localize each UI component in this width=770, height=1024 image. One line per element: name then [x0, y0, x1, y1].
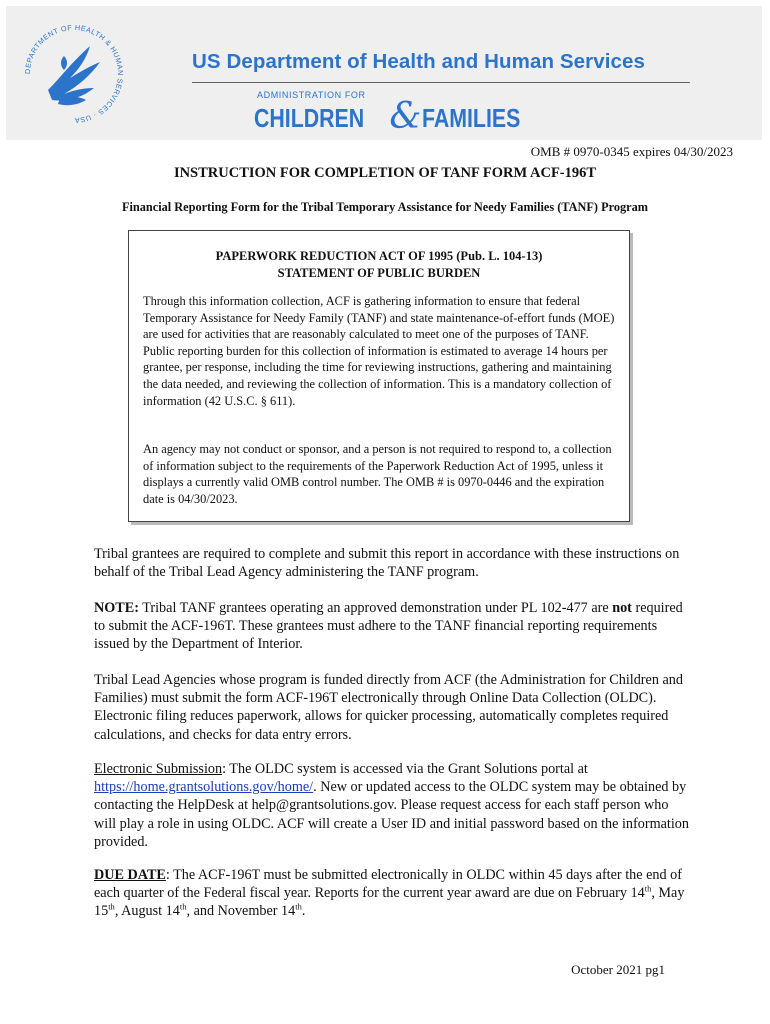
paragraph-electronic-submission [94, 760, 694, 851]
due-date-label: DUE DATE [94, 867, 166, 883]
grantsolutions-link[interactable]: https://home.grantsolutions.gov/home/ [94, 779, 314, 796]
due-date-text-1: : The ACF-196T must be submitted electronically in OLDC within 45 days after the end of each quarter of the Federal fiscal year. Reports for the current year award are due on February 14 [94, 867, 682, 902]
acf-logo-families: FAMILIES [422, 103, 521, 133]
header-divider [192, 82, 690, 83]
omb-number: OMB # 0970-0345 expires 04/30/2023 [530, 144, 733, 159]
hhs-seal-icon [20, 20, 128, 128]
letterhead [6, 6, 762, 140]
document-subtitle: Financial Reporting Form for the Tribal Temporary Assistance for Needy Families (TANF) Program [122, 200, 648, 214]
page-footer: October 2021 pg1 [571, 962, 665, 977]
electronic-submission-label: Electronic Submission [94, 761, 223, 777]
ordinal-suffix: th [108, 901, 115, 912]
burden-paragraph-2: An agency may not conduct or sponsor, and a person is not required to respond to, a collection of information subject to the requirements of the Paperwork Reduction Act of 1995, unless it displays a currently valid OMB control number. The OMB # is 0970-0446 and the expiration date is 04/30/2023. [143, 442, 612, 506]
paragraph-due-date [94, 866, 694, 921]
acf-logo-children: CHILDREN [254, 103, 365, 133]
due-date-text-5: . [301, 903, 306, 920]
acf-logo [254, 98, 542, 139]
electronic-submission-text-1: : The OLDC system is accessed via the Grant Solutions portal at [222, 761, 588, 777]
ordinal-suffix: th [295, 901, 302, 912]
electronic-submission-text-2: . New or updated access to the OLDC system may be obtained by contacting the HelpDesk at help@grantsolutions.gov. Please request access for each staff person who will play a role in using OLDC. ACF will create a User ID and initial password based on the information provided. [94, 779, 689, 850]
paragraph-note [94, 599, 694, 654]
ordinal-suffix: th [644, 883, 652, 894]
burden-paragraph-1: Through this information collection, ACF is gathering information to ensure that federal Temporary Assistance for Needy Family (TANF) and state maintenance-of-effort funds (MOE) are used for activities that are reasonably calculated to meet one of the purposes of TANF. Public reporting burden for this collection of information is estimated to average 14 hours per grantee, per response, including the time for reviewing instructions, gathering and maintaining the data needed, and reviewing the collection of information. This is a mandatory collection of information (42 U.S.C. § 611). [143, 294, 615, 408]
due-date-text-2: , May 15 [94, 885, 685, 920]
document-title: INSTRUCTION FOR COMPLETION OF TANF FORM ACF-196T [173, 165, 597, 181]
burden-heading-act: PAPERWORK REDUCTION ACT OF 1995 (Pub. L. 104-13) [215, 249, 543, 263]
note-label: NOTE: [94, 600, 139, 616]
acf-logo-caption: ADMINISTRATION FOR [257, 90, 366, 100]
ordinal-suffix: th [179, 901, 187, 912]
svg-text:DEPARTMENT OF HEALTH & HUMAN S: DEPARTMENT OF HEALTH & HUMAN SERVICES · USA [22, 22, 126, 126]
acf-logo-ampersand: & [389, 96, 422, 137]
due-date-text-3: , August 14 [114, 903, 180, 920]
burden-heading-statement: STATEMENT OF PUBLIC BURDEN [277, 266, 481, 280]
agency-title: US Department of Health and Human Services [192, 50, 646, 73]
note-emphasis: not [612, 600, 632, 616]
paragraph-tribal-grantees: Tribal grantees are required to complete and submit this report in accordance with these instructions on behalf of the Tribal Lead Agency administering the TANF program. [94, 546, 680, 581]
due-date-text-4: , and November 14 [186, 903, 296, 920]
note-text-2: required to submit the ACF-196T. These grantees must adhere to the TANF financial reporting requirements issued by the Department of Interior. [94, 600, 683, 653]
paragraph-lead-agencies: Tribal Lead Agencies whose program is funded directly from ACF (the Administration for Children and Families) must submit the form ACF-196T electronically through Online Data Collection (OLDC). Electronic filing reduces paperwork, allows for quicker processing, automatically completes required calculations, and checks for data entry errors. [94, 672, 683, 743]
public-burden-statement-box [128, 230, 630, 522]
note-text-1: Tribal TANF grantees operating an approved demonstration under PL 102-477 are [138, 600, 613, 616]
